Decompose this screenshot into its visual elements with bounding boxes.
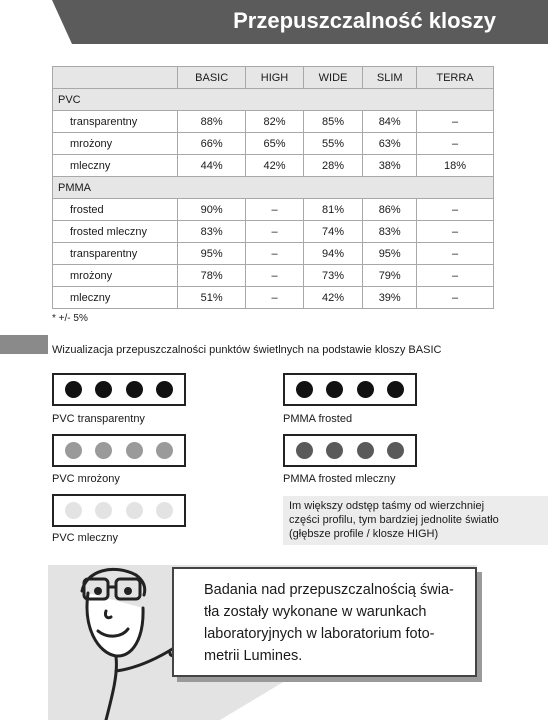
- table-cell: 51%: [178, 287, 246, 309]
- column-header: SLIM: [363, 67, 417, 89]
- table-cell: –: [417, 287, 494, 309]
- row-label: mrożony: [53, 265, 178, 287]
- table-cell: 38%: [363, 155, 417, 177]
- dot-sample-box: [52, 373, 186, 406]
- section-marker-band: [0, 335, 48, 354]
- column-header: HIGH: [246, 67, 303, 89]
- table-footnote: * +/- 5%: [52, 313, 88, 324]
- speech-line: metrii Lumines.: [204, 648, 303, 664]
- table-cell: –: [417, 265, 494, 287]
- dot-sample-box: [283, 434, 417, 467]
- table-row: [53, 133, 494, 155]
- row-label: frosted mleczny: [53, 221, 178, 243]
- table-cell: 28%: [303, 155, 363, 177]
- dot-sample-box: [52, 494, 186, 527]
- table-cell: 95%: [178, 243, 246, 265]
- table-cell: 83%: [363, 221, 417, 243]
- sample-label: PMMA frosted mleczny: [283, 473, 396, 485]
- dot-sample-box: [52, 434, 186, 467]
- light-dot: [95, 442, 112, 459]
- table-row: [53, 111, 494, 133]
- visualization-title: Wizualizacja przepuszczalności punktów świetlnych na podstawie kloszy BASIC: [52, 344, 442, 356]
- table-cell: –: [246, 243, 303, 265]
- permeability-table: [52, 66, 494, 309]
- table-cell: –: [417, 199, 494, 221]
- table-cell: –: [417, 243, 494, 265]
- light-dot: [126, 502, 143, 519]
- table-cell: 42%: [246, 155, 303, 177]
- sample-label: PVC mleczny: [52, 532, 119, 544]
- light-dot: [296, 381, 313, 398]
- table-cell: 42%: [303, 287, 363, 309]
- column-header: WIDE: [303, 67, 363, 89]
- dot-sample-box: [283, 373, 417, 406]
- table-row: [53, 287, 494, 309]
- table-cell: 74%: [303, 221, 363, 243]
- light-dot: [156, 502, 173, 519]
- table-cell: 63%: [363, 133, 417, 155]
- table-cell: –: [417, 221, 494, 243]
- light-dot: [65, 381, 82, 398]
- table-cell: 79%: [363, 265, 417, 287]
- row-label: mrożony: [53, 133, 178, 155]
- light-dot: [95, 502, 112, 519]
- group-row-pvc: [53, 89, 494, 111]
- table-header-row: [53, 67, 494, 89]
- light-dot: [65, 502, 82, 519]
- table-cell: –: [246, 287, 303, 309]
- light-dot: [387, 381, 404, 398]
- table-cell: 86%: [363, 199, 417, 221]
- light-dot: [387, 442, 404, 459]
- table-cell: 83%: [178, 221, 246, 243]
- table-cell: 81%: [303, 199, 363, 221]
- table-cell: 95%: [363, 243, 417, 265]
- column-header: BASIC: [178, 67, 246, 89]
- row-label: frosted: [53, 199, 178, 221]
- column-header: TERRA: [417, 67, 494, 89]
- note-line: części profilu, tym bardziej jednolite światło: [289, 514, 499, 526]
- table-cell: 84%: [363, 111, 417, 133]
- table-cell: 82%: [246, 111, 303, 133]
- table-cell: 90%: [178, 199, 246, 221]
- table-cell: –: [246, 199, 303, 221]
- light-dot: [326, 442, 343, 459]
- table-row: [53, 221, 494, 243]
- table-cell: –: [246, 265, 303, 287]
- light-dot: [357, 442, 374, 459]
- sample-label: PMMA frosted: [283, 413, 353, 425]
- row-label: mleczny: [53, 287, 178, 309]
- light-dot: [357, 381, 374, 398]
- row-label: transparentny: [53, 243, 178, 265]
- table-cell: 18%: [417, 155, 494, 177]
- group-row-pmma: [53, 177, 494, 199]
- table-cell: –: [246, 221, 303, 243]
- note-line: Im większy odstęp taśmy od wierzchniej: [289, 500, 485, 512]
- page-title: Przepuszczalność kloszy: [233, 8, 496, 33]
- row-label: transparentny: [53, 111, 178, 133]
- sample-label: PVC transparentny: [52, 413, 145, 425]
- row-label: mleczny: [53, 155, 178, 177]
- table-corner-cell: [53, 67, 178, 89]
- table-cell: 66%: [178, 133, 246, 155]
- light-dot: [326, 381, 343, 398]
- speech-line: laboratoryjnych w laboratorium foto-: [204, 626, 435, 642]
- group-label: PVC: [53, 89, 494, 111]
- table-cell: 65%: [246, 133, 303, 155]
- table-cell: 78%: [178, 265, 246, 287]
- speech-line: tła zostały wykonane w warunkach: [204, 604, 427, 620]
- table-cell: 88%: [178, 111, 246, 133]
- note-line: (głębsze profile / klosze HIGH): [289, 528, 439, 540]
- light-dot: [156, 442, 173, 459]
- table-cell: 39%: [363, 287, 417, 309]
- group-label: PMMA: [53, 177, 494, 199]
- light-dot: [65, 442, 82, 459]
- table-cell: 73%: [303, 265, 363, 287]
- table-cell: –: [417, 133, 494, 155]
- sample-label: PVC mrożony: [52, 473, 120, 485]
- table-row: [53, 199, 494, 221]
- light-dot: [296, 442, 313, 459]
- spacing-note: [283, 496, 548, 545]
- table-row: [53, 265, 494, 287]
- table-cell: 44%: [178, 155, 246, 177]
- table-cell: 55%: [303, 133, 363, 155]
- table-cell: –: [417, 111, 494, 133]
- light-dot: [126, 442, 143, 459]
- table-cell: 85%: [303, 111, 363, 133]
- light-dot: [126, 381, 143, 398]
- table-row: [53, 243, 494, 265]
- light-dot: [95, 381, 112, 398]
- table-cell: 94%: [303, 243, 363, 265]
- table-row: [53, 155, 494, 177]
- speech-box: [172, 567, 477, 677]
- speech-line: Badania nad przepuszczalnością świa-: [204, 582, 454, 598]
- light-dot: [156, 381, 173, 398]
